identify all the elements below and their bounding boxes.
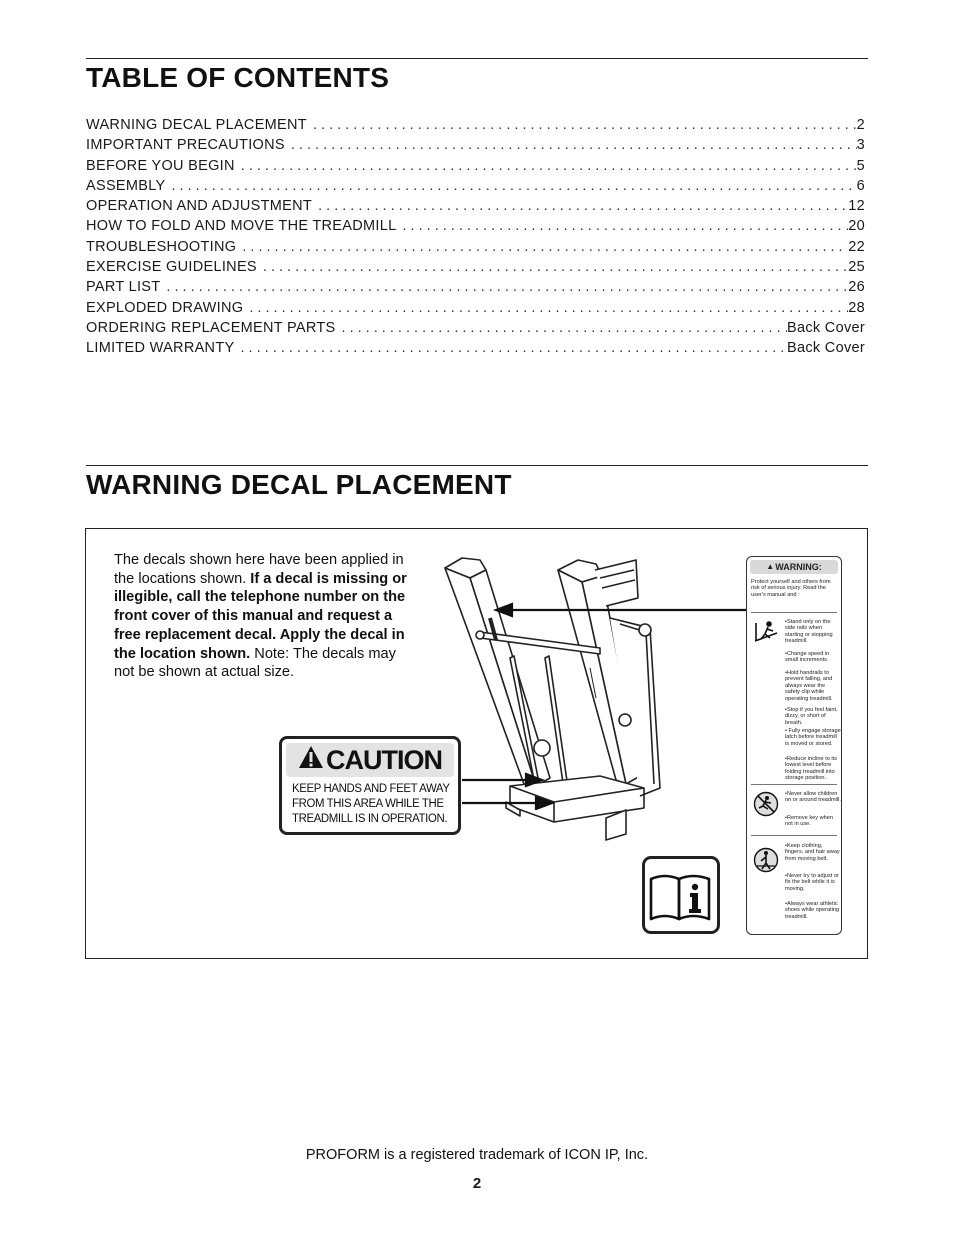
toc-entry-page: 20 [848,218,865,235]
toc-entry-page: Back Cover [787,319,865,336]
toc-entry [86,340,865,360]
toc-entry [86,320,865,340]
toc-entry-title: EXPLODED DRAWING [86,299,244,316]
toc-entry-title: WARNING DECAL PLACEMENT [86,117,307,133]
decal-intro-text: The decals shown here have been applied in the locations shown. If a decal is missing or illegible, call the telephone number on the front cover of this manual and request a free replacement decal. Apply the decal in the location shown. Note: The decals may not be shown at actual size. [114,552,407,681]
toc-entry-page: 6 [856,177,865,194]
caution-title: CAUTION [326,744,442,775]
top-rule [86,58,868,59]
warning-decal [746,556,842,935]
toc-entry-page: 25 [848,259,865,276]
toc-entry [86,300,865,320]
toc-entry-title: BEFORE YOU BEGIN [86,157,235,174]
toc-leader-dots [342,320,788,336]
toc-entry-page: 28 [848,299,865,316]
warning-item: •Never allow children on or around treadmill. [785,791,841,804]
caution-decal [279,736,461,835]
toc-entry-page: 22 [848,238,865,255]
toc-entry-page: 5 [856,157,865,174]
toc-entry [86,279,865,299]
toc-leader-dots [402,218,848,234]
warning-item: •Hold handrails to prevent falling, and always wear the safety clip while operating treadmill. [785,670,833,702]
toc-leader-dots [318,198,848,214]
toc-entry-page: 12 [848,198,865,215]
warning-item: •Stop if you feel faint, dizzy, or short of breath. [785,707,838,726]
no-children-icon [753,791,779,817]
toc-entry-title: EXERCISE GUIDELINES [86,259,257,276]
warning-item: •Never try to adjust or fix the belt while it is moving. [785,873,839,892]
warning-intro: Protect yourself and others from risk of serious injury. Read the user's manual and : [751,579,831,598]
caution-header [286,743,454,777]
toc-entry-title: OPERATION AND ADJUSTMENT [86,198,313,215]
caution-text: KEEP HANDS AND FEET AWAY FROM THIS AREA WHILE THE TREADMILL IS IN OPERATION. [292,781,450,825]
warning-item: •Stand only on the side rails when starting or stopping treadmill. [785,619,833,645]
warning-divider [751,612,837,613]
toc-entry-page: Back Cover [787,340,865,357]
read-manual-icon [642,856,720,934]
toc-entry-page: 2 [856,117,865,133]
toc-leader-dots [241,158,857,174]
toc-leader-dots [291,137,857,153]
toc-entry [86,117,865,137]
toc-leader-dots [242,239,848,255]
page-number: 2 [472,1175,482,1192]
section-title: WARNING DECAL PLACEMENT [86,469,512,500]
warning-header: ▲ WARNING: [750,560,838,574]
warning-item: •Change speed in small increments. [785,651,830,664]
hand-in-belt-icon [753,847,779,873]
toc-entry [86,239,865,259]
toc-entry-page: 3 [856,137,865,154]
section-rule [86,465,868,466]
toc-entry [86,198,865,218]
toc-leader-dots [249,300,848,316]
toc-leader-dots [263,259,848,275]
toc-title: TABLE OF CONTENTS [86,62,390,93]
toc-entry [86,178,865,198]
warning-triangle-icon [298,745,324,776]
toc-entry-title: ORDERING REPLACEMENT PARTS [86,319,336,336]
toc-leader-dots [172,178,857,194]
toc-entry-title: HOW TO FOLD AND MOVE THE TREADMILL [86,218,397,235]
toc-entry-title: IMPORTANT PRECAUTIONS [86,137,285,154]
toc-leader-dots [313,117,857,133]
warning-item: •Keep clothing, fingers, and hair away from moving belt. [785,843,840,862]
decal-location-arrows [460,600,750,810]
warning-divider [751,835,837,836]
warning-divider [751,784,837,785]
toc-entry-title: ASSEMBLY [86,177,166,194]
toc-leader-dots [240,340,787,356]
person-on-rails-icon [753,619,779,645]
toc-entry [86,137,865,157]
toc-entry-title: TROUBLESHOOTING [86,238,237,255]
warning-item: • Fully engage storage latch before treadmill is moved or stored. [785,728,841,747]
warning-item: •Always wear athletic shoes while operating treadmill. [785,901,840,920]
toc-entry-page: 26 [848,279,865,296]
toc-leader-dots [166,279,848,295]
toc-list [86,117,865,361]
toc-entry [86,158,865,178]
trademark-footer: PROFORM is a registered trademark of ICON IP, Inc. [305,1147,649,1163]
warning-item: •Remove key when not in use. [785,815,833,828]
toc-entry-title: PART LIST [86,279,161,296]
toc-entry [86,259,865,279]
toc-entry [86,218,865,238]
toc-entry-title: LIMITED WARRANTY [86,340,235,357]
warning-item: •Reduce incline to its lowest level before folding treadmill into storage position. [785,756,838,782]
